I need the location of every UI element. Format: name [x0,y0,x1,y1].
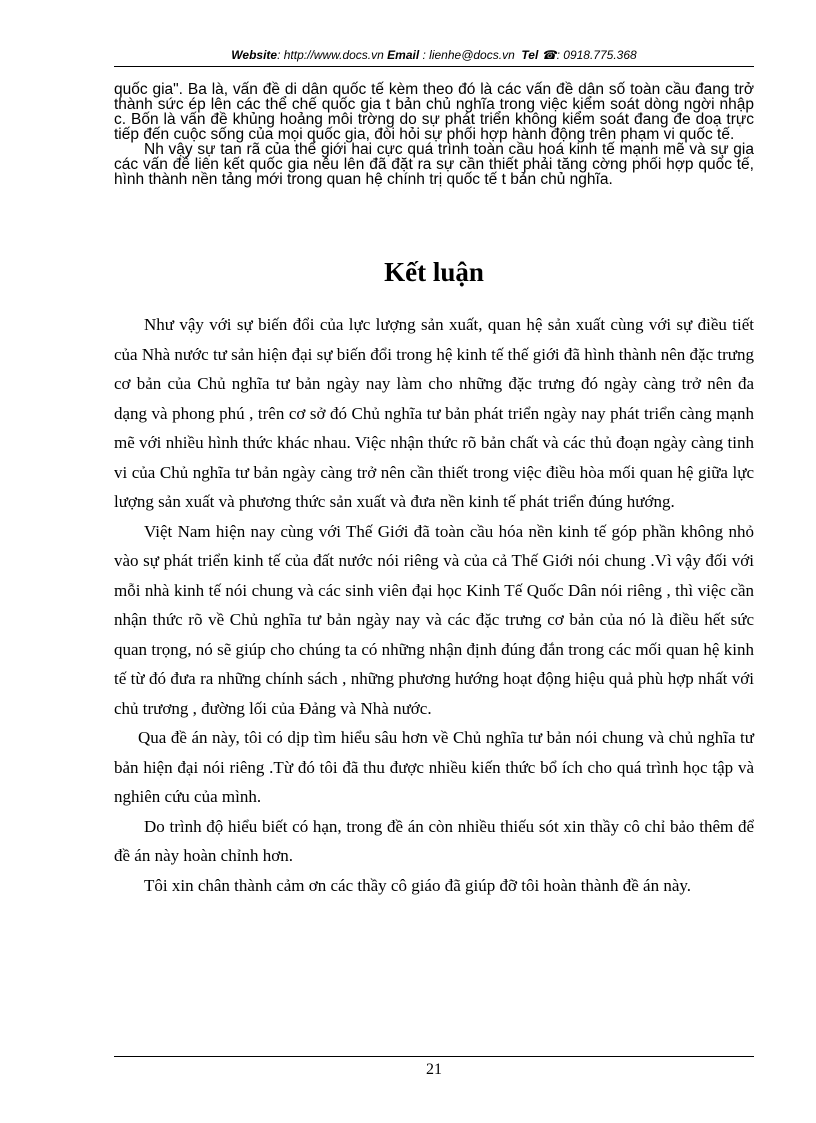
tel-number: ☎: 0918.775.368 [538,48,637,62]
page-number: 21 [426,1061,442,1078]
continued-paragraph: quốc gia". Ba là, vấn đề di dân quốc tế kèm theo đó là các vấn đề dân số toàn cầu đang trở thành sức ép lên các thể chế quốc gia t bản chủ nghĩa trong việc kiểm soát dòng ngời nhập c. Bốn là vấn đề khủng hoảng môi trờng do sự phát triển không kiểm soát đang đe doạ trực tiếp đến cuộc sống của mọi quốc gia, đòi hỏi sự phối hợp hành động trên phạm vi quốc tế. [114,81,754,143]
page-header [114,46,754,64]
conclusion-body [114,310,754,900]
header-rule [114,66,754,67]
website-url: : http://www.docs.vn [277,48,384,62]
footer-rule [114,1056,754,1057]
body-paragraph: Như vậy với sự biến đổi của lực lượng sản xuất, quan hệ sản xuất cùng với sự điều tiết của Nhà nước tư sản hiện đại sự biến đổi trong hệ kinh tế thế giới đã hình thành nên đặc trưng cơ bản của Chủ nghĩa tư bản ngày nay làm cho những đặc trưng đó ngày càng trở nên đa dạng và phong phú , trên cơ sở đó Chủ nghĩa tư bản phát triển ngày nay phát triển càng mạnh mẽ với nhiều hình thức khác nhau. Việc nhận thức rõ bản chất và các thủ đoạn ngày càng tinh vi của Chủ nghĩa tư bản ngày càng trở nên cần thiết trong việc điều hòa mối quan hệ giữa lực lượng sản xuất và phương thức sản xuất và đưa nền kinh tế phát triển đúng hướng. [114,315,754,511]
website-label: Website [231,48,278,62]
section-title: Kết luận [384,257,484,287]
body-paragraph: Tôi xin chân thành cảm ơn các thầy cô giáo đã giúp đỡ tôi hoàn thành đề án này. [144,875,692,895]
email-address: : lienhe@docs.vn [419,48,515,62]
body-paragraph: Việt Nam hiện nay cùng với Thế Giới đã toàn cầu hóa nền kinh tế góp phần không nhỏ vào sự phát triển kinh tế của đất nước nói riêng và của cả Thế Giới nói chung .Vì vậy đối với mỗi nhà kinh tế nói chung và các sinh viên đại học Kinh Tế Quốc Dân nói riêng , thì việc cần nhận thức rõ về Chủ nghĩa tư bản ngày nay và các đặc trưng cơ bản của nó là điều hết sức quan trọng, nó sẽ giúp cho chúng ta có những nhận định đúng đắn trong các mối quan hệ kinh tế từ đó đưa ra những chính sách , những phương hướng hoạt động hiệu quả phù hợp nhất với chủ trương , đường lối của Đảng và Nhà nước. [114,521,754,718]
body-paragraph: Do trình độ hiểu biết có hạn, trong đề án còn nhiều thiếu sót xin thầy cô chỉ bảo thêm để đề án này hoàn chỉnh hơn. [114,816,754,865]
tel-label: Tel [521,48,539,62]
body-paragraph: Qua đề án này, tôi có dịp tìm hiểu sâu hơn về Chủ nghĩa tư bản nói chung và chủ nghĩa tư bản hiện đại nói riêng .Từ đó tôi đã thu được nhiều kiến thức bổ ích cho quá trình học tập và nghiên cứu của mình. [114,728,754,806]
continued-text-block [114,82,754,187]
summary-paragraph: Nh vậy sự tan rã của thế giới hai cực quá trình toàn cầu hoá kinh tế mạnh mẽ và sự gia các vấn đề liên kết quốc gia nêu lên đã đặt ra sự cần thiết phải tăng cờng phối hợp quốc tế, hình thành nền tảng mới trong quan hệ chính trị quốc tế t bản chủ nghĩa. [114,141,754,188]
email-label: Email [387,48,420,62]
